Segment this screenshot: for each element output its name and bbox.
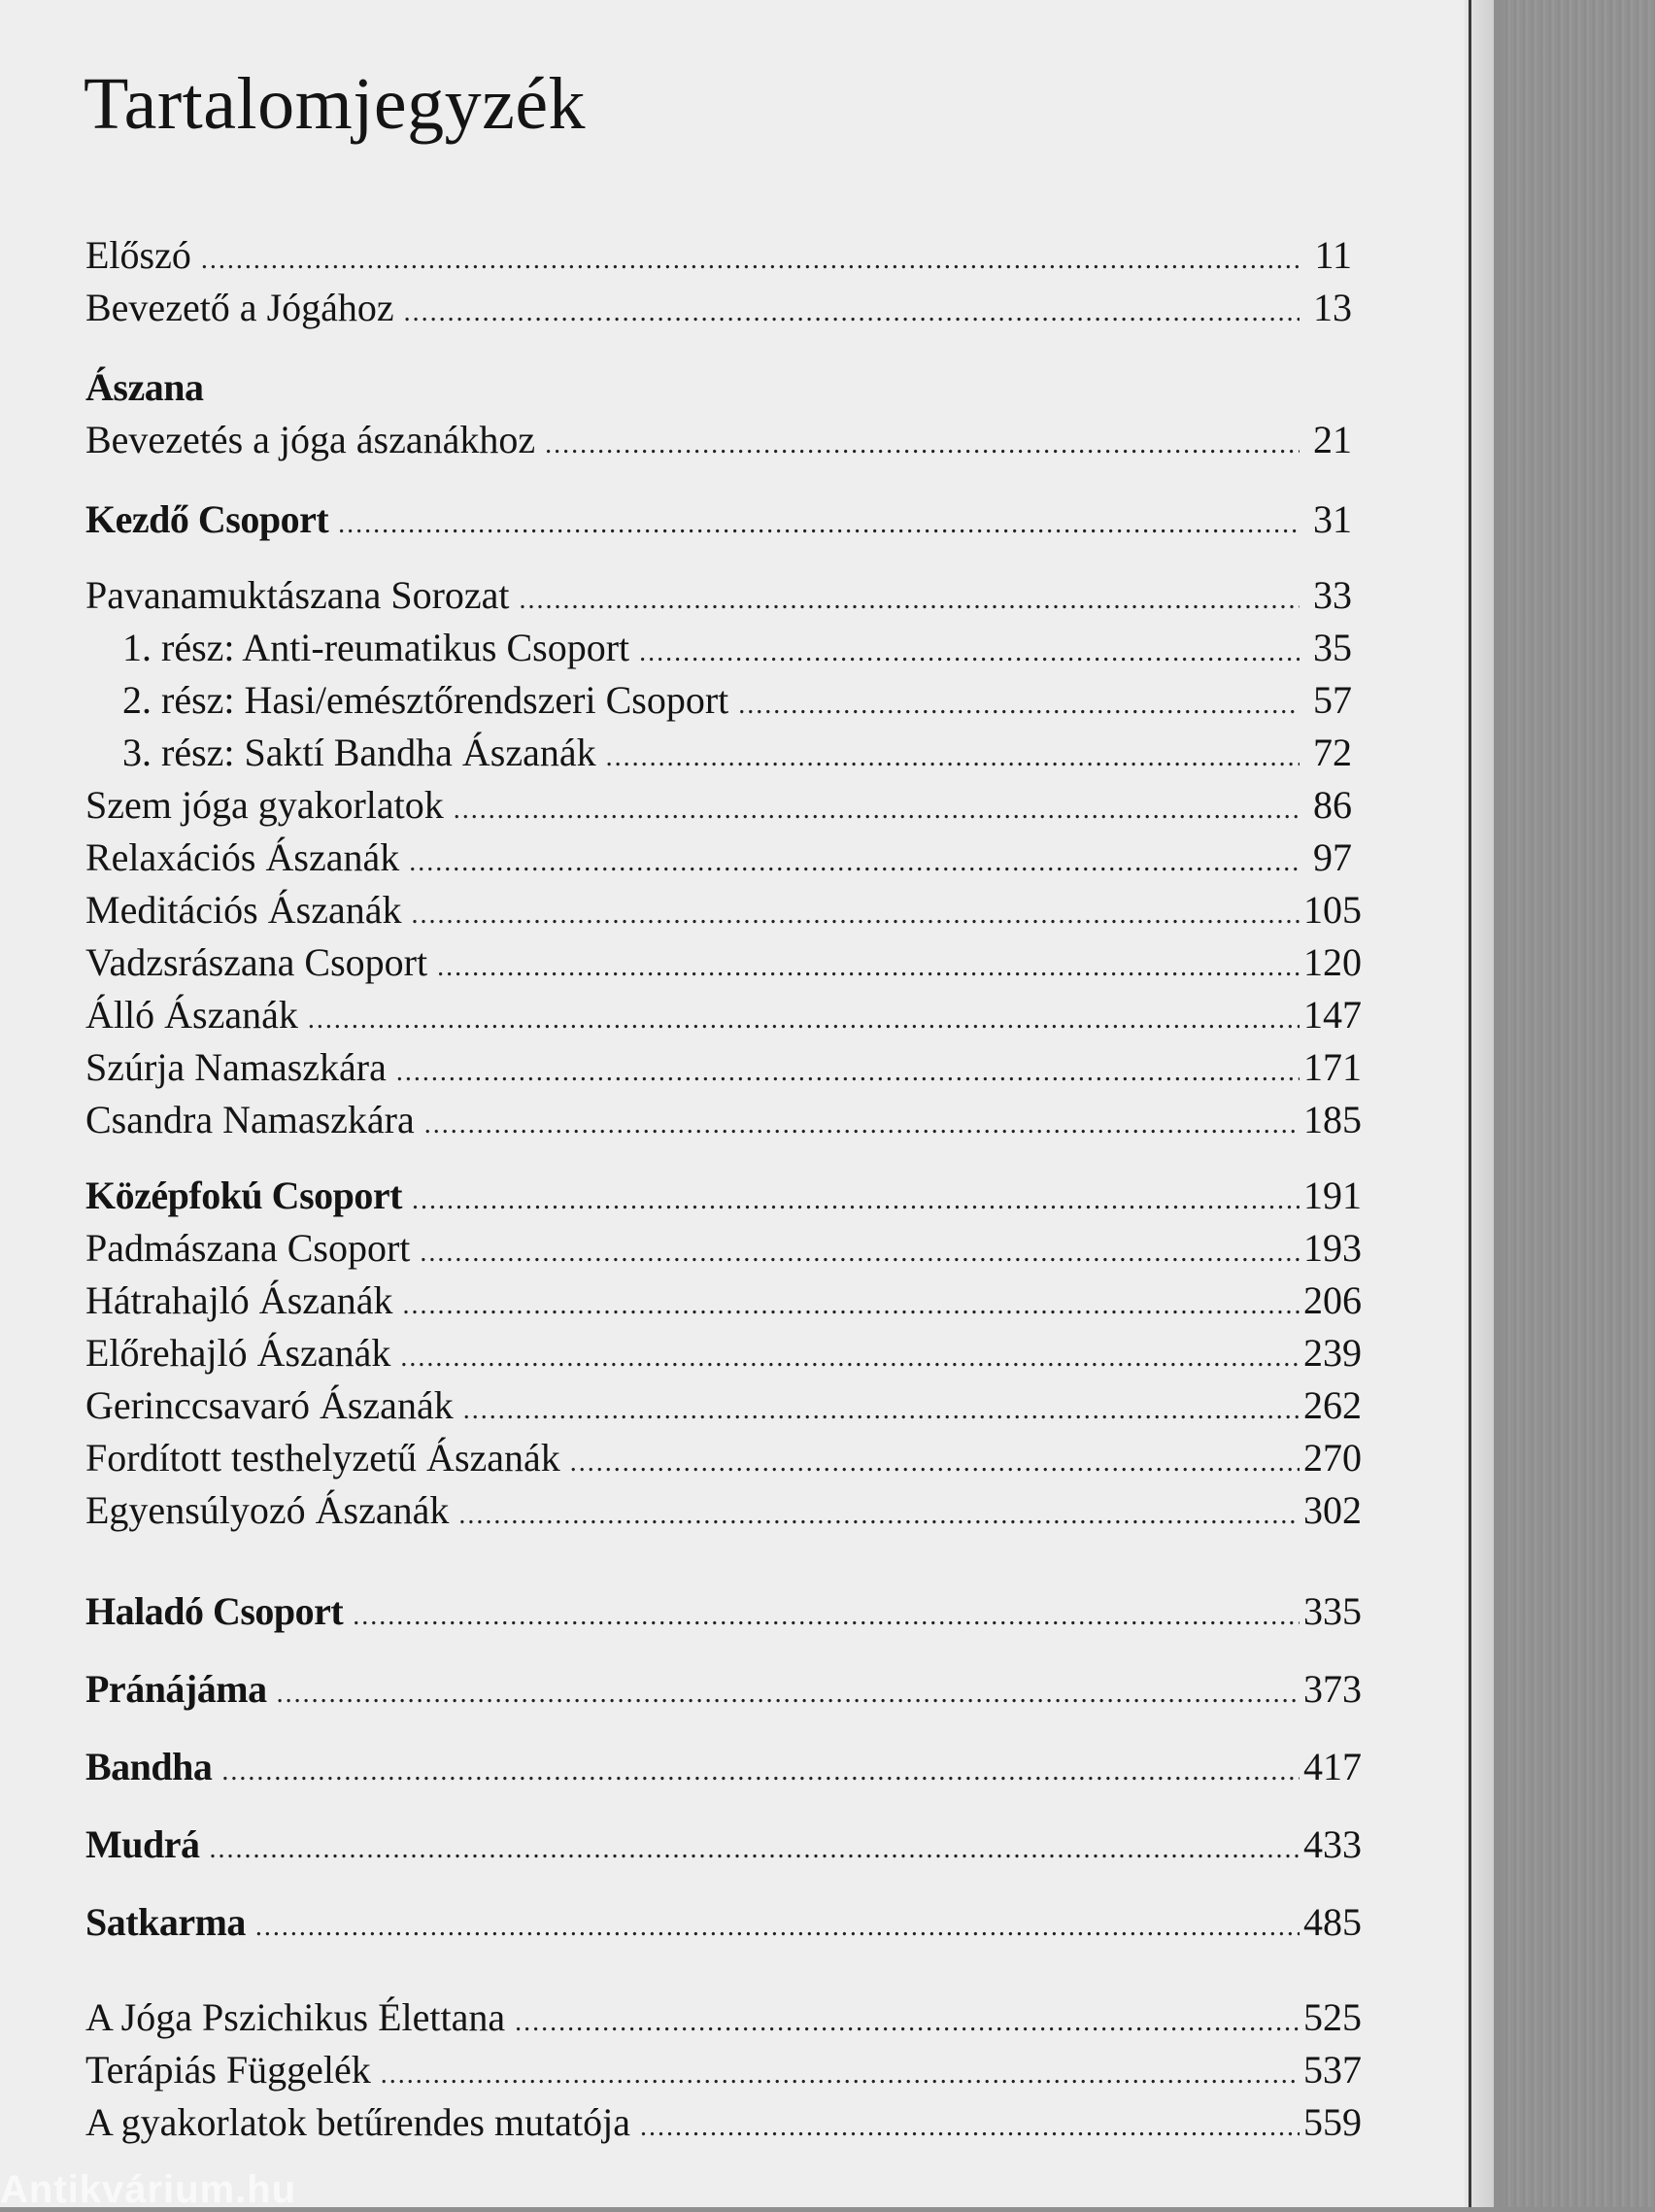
- toc-entry-page: 417: [1303, 1745, 1362, 1788]
- toc-leader-dots: [412, 1174, 1300, 1227]
- toc-entry: [85, 1327, 1362, 1379]
- toc-leader-dots: [545, 419, 1300, 471]
- toc-entry: [85, 727, 1352, 779]
- toc-entry-label: Padmászana Csoport: [85, 1226, 411, 1270]
- toc-entry-label: Hátrahajló Ászanák: [85, 1278, 393, 1322]
- toc-leader-dots: [411, 889, 1300, 941]
- toc-entry-label: 3. rész: Saktí Bandha Ászanák: [122, 731, 596, 774]
- toc-entry-label: Bevezetés a jóga ászanákhoz: [85, 418, 536, 461]
- toc-leader-dots: [437, 941, 1300, 994]
- toc-entry-page: 147: [1303, 993, 1362, 1037]
- toc-entry-label: Terápiás Függelék: [85, 2048, 371, 2092]
- toc-entry-label: Előszó: [85, 233, 191, 277]
- toc-leader-dots: [404, 287, 1300, 339]
- toc-entry-kozepfoku-csoport: [85, 1170, 1362, 1222]
- toc-entry: [85, 1094, 1362, 1146]
- toc-entry-page: 35: [1313, 626, 1352, 669]
- toc-entry: [85, 622, 1352, 674]
- toc-entry-page: 72: [1313, 731, 1352, 774]
- toc-entry-label: 1. rész: Anti-reumatikus Csoport: [122, 626, 630, 669]
- toc-leader-dots: [640, 2101, 1300, 2154]
- toc-entry-mudra: [85, 1819, 1362, 1871]
- toc-entry-label: Fordított testhelyzetű Ászanák: [85, 1436, 560, 1480]
- toc-entry-label: Középfokú Csoport: [85, 1174, 402, 1217]
- toc-leader-dots: [210, 1823, 1300, 1876]
- toc-entry-page: 171: [1303, 1045, 1362, 1089]
- toc-leader-dots: [381, 2049, 1300, 2101]
- toc-entry: [85, 1041, 1362, 1094]
- toc-entry: [85, 2096, 1362, 2149]
- toc-entry-page: 270: [1303, 1436, 1362, 1480]
- toc-leader-dots: [420, 1227, 1300, 1279]
- background-surface: [1503, 0, 1655, 2207]
- toc-entry-bevezetes-aszana: [85, 414, 1352, 466]
- toc-entry-label: Pránájáma: [85, 1667, 267, 1711]
- toc-entry-label: Csandra Namaszkára: [85, 1098, 415, 1141]
- toc-entry-page: 433: [1303, 1822, 1362, 1866]
- toc-leader-dots: [409, 836, 1300, 889]
- toc-leader-dots: [738, 679, 1300, 732]
- toc-leader-dots: [458, 1489, 1300, 1542]
- page-title: Tartalomjegyzék: [84, 63, 587, 145]
- toc-entry-label: Mudrá: [85, 1822, 200, 1866]
- toc-entry-page: 33: [1313, 573, 1352, 617]
- toc-leader-dots: [221, 1746, 1300, 1798]
- toc-entry-label: 2. rész: Hasi/emésztőrendszeri Csoport: [122, 678, 729, 722]
- toc-entry: [85, 779, 1352, 832]
- toc-entry-label: Vadzsrászana Csoport: [85, 940, 428, 984]
- toc-entry-page: 193: [1303, 1226, 1362, 1270]
- toc-entry-page: 262: [1303, 1383, 1362, 1427]
- toc-entry-page: 86: [1313, 783, 1352, 827]
- toc-entry-label: Pavanamuktászana Sorozat: [85, 573, 510, 617]
- toc-entry-page: 57: [1313, 678, 1352, 722]
- toc-leader-dots: [463, 1384, 1300, 1437]
- toc-entry: [85, 989, 1362, 1041]
- toc-leader-dots: [606, 732, 1300, 784]
- toc-entry-label: A gyakorlatok betűrendes mutatója: [85, 2100, 630, 2144]
- toc-leader-dots: [639, 627, 1300, 679]
- toc-entry: [85, 832, 1352, 884]
- toc-entry-label: Egyensúlyozó Ászanák: [85, 1488, 450, 1532]
- toc-entry-page: 373: [1303, 1667, 1362, 1711]
- toc-entry-page: 239: [1303, 1331, 1362, 1375]
- toc-entry: [85, 1275, 1362, 1327]
- toc-entry: [85, 936, 1362, 989]
- toc-entry-page: 97: [1313, 835, 1352, 879]
- toc-entry-page: 537: [1303, 2048, 1362, 2092]
- toc-entry-page: 525: [1303, 1995, 1362, 2039]
- toc-entry: [85, 1991, 1362, 2044]
- toc-entry: [85, 884, 1362, 936]
- toc-leader-dots: [520, 574, 1300, 627]
- toc-entry-page: 335: [1303, 1589, 1362, 1633]
- toc-leader-dots: [277, 1668, 1300, 1720]
- toc-entry-halado-csoport: [85, 1585, 1362, 1638]
- toc-entry-page: 31: [1313, 497, 1352, 541]
- toc-leader-dots: [353, 1590, 1300, 1643]
- toc-leader-dots: [570, 1437, 1300, 1489]
- toc-entry-label: Relaxációs Ászanák: [85, 835, 400, 879]
- toc-entry-satkarma: [85, 1896, 1362, 1949]
- toc-entry-kezdo-csoport: [85, 493, 1352, 546]
- toc-entry: [85, 1432, 1362, 1484]
- toc-entry-bandha: [85, 1741, 1362, 1793]
- toc-entry-page: 559: [1303, 2100, 1362, 2144]
- toc-entry-label: Bevezető a Jógához: [85, 286, 394, 329]
- toc-leader-dots: [400, 1332, 1300, 1384]
- watermark-text: Antikvárium.hu: [0, 2168, 297, 2211]
- toc-entry-label: Meditációs Ászanák: [85, 888, 402, 932]
- toc-entry-page: 21: [1313, 418, 1352, 461]
- toc-entry: [85, 1379, 1362, 1432]
- toc-entry-bevezeto: [85, 282, 1352, 334]
- toc-entry-label: A Jóga Pszichikus Élettana: [85, 1995, 506, 2039]
- toc-entry-page: 185: [1303, 1098, 1362, 1141]
- toc-entry-label: Satkarma: [85, 1900, 246, 1944]
- toc-entry-page: 206: [1303, 1278, 1362, 1322]
- toc-entry: [85, 674, 1352, 727]
- toc-entry-page: 485: [1303, 1900, 1362, 1944]
- toc-entry-label: Szúrja Namaszkára: [85, 1045, 387, 1089]
- toc-leader-dots: [396, 1046, 1300, 1099]
- toc-entry-page: 191: [1303, 1174, 1362, 1217]
- toc-leader-dots: [424, 1099, 1300, 1151]
- toc-entry-page: 302: [1303, 1488, 1362, 1532]
- toc-entry-label: Bandha: [85, 1745, 213, 1788]
- toc-entry: [85, 569, 1352, 622]
- toc-entry-page: 13: [1313, 286, 1352, 329]
- toc-entry-page: 105: [1303, 888, 1362, 932]
- toc-leader-dots: [255, 1901, 1300, 1954]
- toc-entry-pranajama: [85, 1663, 1362, 1716]
- toc-entry-label: Előrehajló Ászanák: [85, 1331, 391, 1375]
- page-binding-line: [1469, 0, 1471, 2207]
- table-of-contents: [85, 229, 1362, 2149]
- toc-entry: [85, 2044, 1362, 2096]
- toc-leader-dots: [338, 498, 1300, 551]
- toc-entry-page: 11: [1314, 233, 1352, 277]
- toc-leader-dots: [308, 994, 1300, 1046]
- toc-entry-label: Haladó Csoport: [85, 1589, 344, 1633]
- toc-entry-page: 120: [1303, 940, 1362, 984]
- toc-entry: [85, 1222, 1362, 1275]
- toc-entry-label: Kezdő Csoport: [85, 497, 329, 541]
- toc-entry-label: Gerinccsavaró Ászanák: [85, 1383, 454, 1427]
- toc-leader-dots: [515, 1996, 1300, 2049]
- toc-entry-label: Szem jóga gyakorlatok: [85, 783, 444, 827]
- toc-leader-dots: [201, 234, 1300, 287]
- toc-entry-eloszo: [85, 229, 1352, 282]
- toc-entry: [85, 1484, 1362, 1537]
- toc-leader-dots: [403, 1279, 1300, 1332]
- toc-section-heading: Ászana: [85, 365, 204, 409]
- toc-entry-label: Álló Ászanák: [85, 993, 298, 1037]
- toc-leader-dots: [454, 784, 1300, 836]
